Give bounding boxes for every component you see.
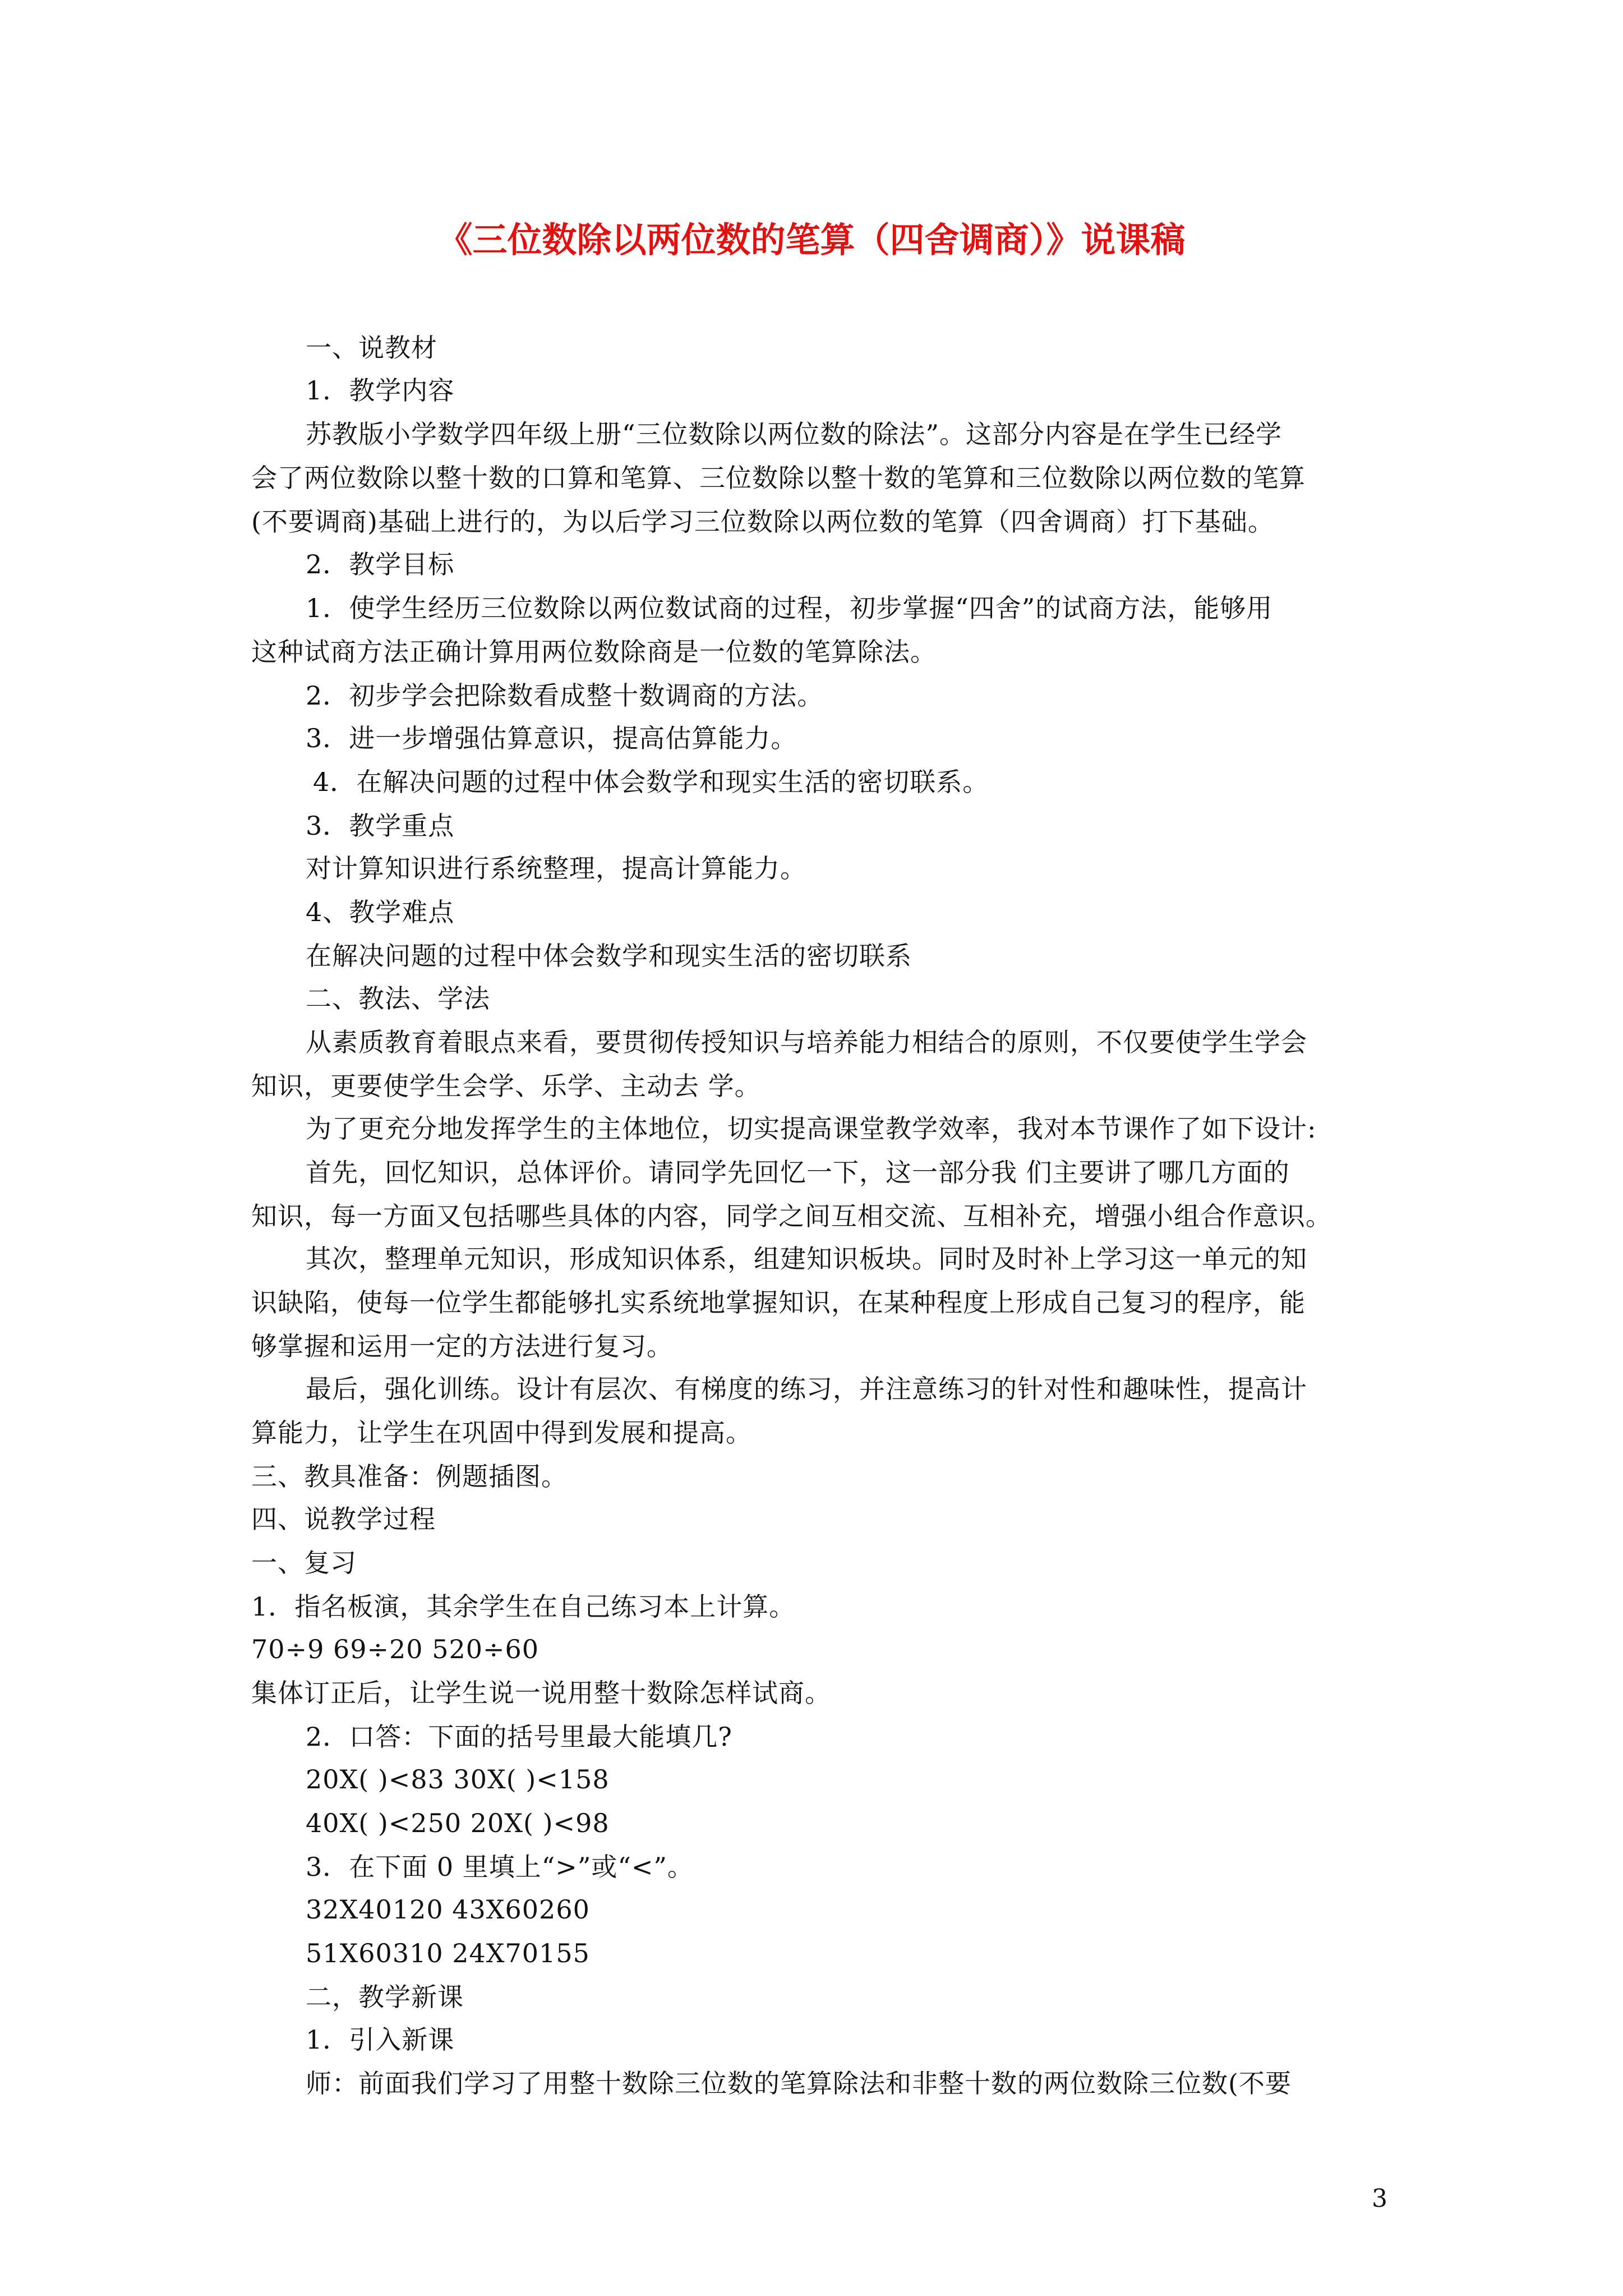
heading-teaching-aids: 三、教具准备：例题插图。: [251, 1461, 568, 1492]
paragraph-line: 其次，整理单元知识，形成知识体系，组建知识板块。同时及时补上学习这一单元的知: [306, 1244, 1307, 1274]
paragraph-line: 1．指名板演，其余学生在自己练习本上计算。: [251, 1591, 796, 1622]
paragraph-line: 识缺陷，使每一位学生都能够扎实系统地掌握知识，在某种程度上形成自己复习的程序，能: [251, 1287, 1306, 1318]
subheading-content: 1．教学内容: [306, 375, 455, 406]
subheading-key-points: 3．教学重点: [306, 811, 455, 841]
subheading-objectives: 2．教学目标: [306, 549, 455, 579]
paragraph-line: 知识，更要使学生会学、乐学、主动去 学。: [251, 1071, 761, 1101]
exercise-line: 20X( )<83 30X( )<158: [306, 1764, 610, 1795]
exercise-line: 32X40120 43X60260: [306, 1894, 590, 1925]
paragraph-line: 从素质教育着眼点来看，要贯彻传授知识与培养能力相结合的原则，不仅要使学生学会: [306, 1027, 1307, 1057]
paragraph-line: 够掌握和运用一定的方法进行复习。: [251, 1331, 673, 1361]
paragraph-line: 对计算知识进行系统整理，提高计算能力。: [306, 853, 806, 884]
paragraph-line: 这种试商方法正确计算用两位数除商是一位数的笔算除法。: [251, 637, 937, 667]
page-number: 3: [1372, 2184, 1387, 2213]
exercise-line: 51X60310 24X70155: [306, 1938, 590, 1968]
paragraph-line: 1．使学生经历三位数除以两位数试商的过程，初步掌握“四舍”的试商方法，能够用: [306, 593, 1273, 623]
paragraph-line: 苏教版小学数学四年级上册“三位数除以两位数的除法”。这部分内容是在学生已经学: [306, 419, 1283, 449]
paragraph-line: 知识，每一方面又包括哪些具体的内容，同学之间互相交流、互相补充，增强小组合作意识。: [251, 1201, 1332, 1231]
subheading-new-lesson: 二，教学新课: [306, 1982, 464, 2012]
paragraph-line: (不要调商)基础上进行的，为以后学习三位数除以两位数的笔算（四舍调商）打下基础。: [251, 507, 1274, 537]
paragraph-line: 3．进一步增强估算意识，提高估算能力。: [306, 723, 797, 753]
paragraph-line: 2．口答：下面的括号里最大能填几?: [306, 1722, 732, 1752]
paragraph-line: 算能力，让学生在巩固中得到发展和提高。: [251, 1418, 752, 1448]
heading-teaching-material: 一、说教材: [306, 333, 437, 363]
paragraph-line: 在解决问题的过程中体会数学和现实生活的密切联系: [306, 941, 912, 971]
paragraph-line: 首先，回忆知识，总体评价。请同学先回忆一下，这一部分我 们主要讲了哪几方面的: [306, 1157, 1290, 1188]
paragraph-line: 2．初步学会把除数看成整十数调商的方法。: [306, 680, 824, 711]
paragraph-line: 3．在下面 0 里填上“>”或“<”。: [306, 1852, 694, 1882]
paragraph-line: 师：前面我们学习了用整十数除三位数的笔算除法和非整十数的两位数除三位数(不要: [306, 2068, 1292, 2099]
subheading-introduction: 1．引入新课: [306, 2024, 455, 2055]
paragraph-line: 4．在解决问题的过程中体会数学和现实生活的密切联系。: [313, 767, 989, 797]
exercise-line: 40X( )<250 20X( )<98: [306, 1808, 610, 1838]
paragraph-line: 会了两位数除以整十数的口算和笔算、三位数除以整十数的笔算和三位数除以两位数的笔算: [251, 463, 1306, 493]
paragraph-line: 集体订正后，让学生说一说用整十数除怎样试商。: [251, 1678, 831, 1708]
paragraph-line: 为了更充分地发挥学生的主体地位，切实提高课堂教学效率，我对本节课作了如下设计:: [306, 1114, 1317, 1144]
document-title: 《三位数除以两位数的笔算（四舍调商）》说课稿: [437, 219, 1186, 260]
subheading-review: 一、复习: [251, 1548, 357, 1578]
subheading-difficulties: 4、教学难点: [306, 897, 455, 927]
heading-teaching-process: 四、说教学过程: [251, 1504, 436, 1534]
exercise-line: 70÷9 69÷20 520÷60: [251, 1634, 540, 1664]
heading-methods: 二、教法、学法: [306, 983, 490, 1014]
paragraph-line: 最后，强化训练。设计有层次、有梯度的练习，并注意练习的针对性和趣味性，提高计: [306, 1374, 1307, 1404]
